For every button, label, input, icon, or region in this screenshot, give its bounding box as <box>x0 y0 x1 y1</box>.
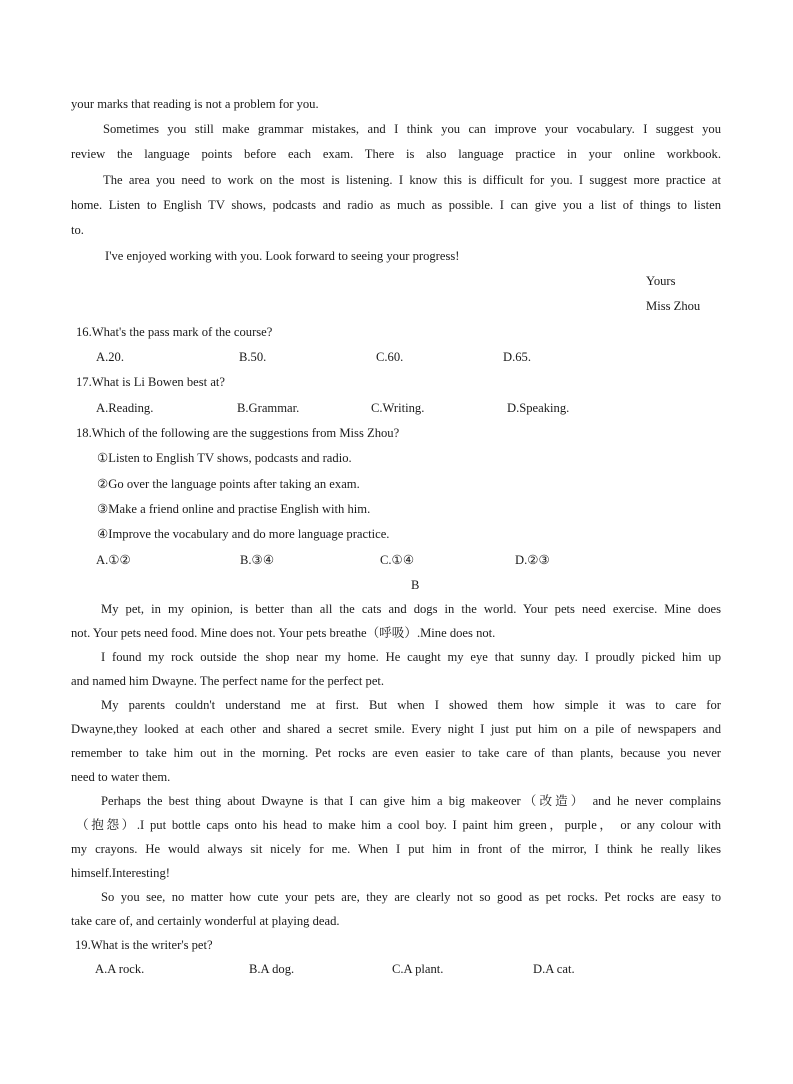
passage-b-p1-line-1: My pet, in my opinion, is better than all the cats and dogs in the world. Your pets need exercise. Mine does <box>101 602 721 616</box>
question-18-statement-3: ③Make a friend online and practise English with him. <box>97 502 371 516</box>
letter-listening-line-2: home. Listen to English TV shows, podcasts and radio as much as possible. I can give you a list of things to listen <box>71 198 721 212</box>
passage-b-p5-line-2: take care of, and certainly wonderful at playing dead. <box>71 914 340 928</box>
passage-b-p4-line-4: himself.Interesting! <box>71 866 170 880</box>
question-19-option-b[interactable]: B.A dog. <box>249 962 295 976</box>
question-17-option-b[interactable]: B.Grammar. <box>237 401 300 415</box>
question-18-statement-1: ①Listen to English TV shows, podcasts and radio. <box>97 451 352 465</box>
question-18-option-c[interactable]: C.①④ <box>380 553 415 567</box>
section-b-heading: B <box>411 578 420 592</box>
letter-listening-line-1: The area you need to work on the most is listening. I know this is difficult for you. I suggest more practice at <box>103 173 721 187</box>
passage-b-p4-line-2: （抱怨）.I put bottle caps onto his head to make him a cool boy. I paint him green，purple， or any colour with <box>76 818 721 832</box>
question-19-option-d[interactable]: D.A cat. <box>533 962 575 976</box>
passage-b-p4-line-1: Perhaps the best thing about Dwayne is that I can give him a big makeover（改造） and he never complains <box>101 794 721 808</box>
question-19-stem: 19.What is the writer's pet? <box>75 938 213 952</box>
passage-b-p1-line-2: not. Your pets need food. Mine does not. Your pets breathe（呼吸）.Mine does not. <box>71 626 496 640</box>
passage-b-p3-line-4: need to water them. <box>71 770 171 784</box>
question-16-option-d[interactable]: D.65. <box>503 350 531 364</box>
question-17-stem: 17.What is Li Bowen best at? <box>76 375 225 389</box>
question-18-option-a[interactable]: A.①② <box>96 553 131 567</box>
passage-b-p2-line-1: I found my rock outside the shop near my home. He caught my eye that sunny day. I proudly picked him up <box>101 650 721 664</box>
question-17-option-c[interactable]: C.Writing. <box>371 401 425 415</box>
letter-continuation-line: your marks that reading is not a problem for you. <box>71 97 319 111</box>
passage-b-p2-line-2: and named him Dwayne. The perfect name for the perfect pet. <box>71 674 385 688</box>
letter-signature: Miss Zhou <box>646 299 701 313</box>
passage-b-p3-line-2: Dwayne,they looked at each other and shared a secret smile. Every night I just put him on a pile of newspapers and <box>71 722 721 736</box>
question-18-statement-2: ②Go over the language points after taking an exam. <box>97 477 360 491</box>
question-16-stem: 16.What's the pass mark of the course? <box>76 325 273 339</box>
passage-b-p5-line-1: So you see, no matter how cute your pets are, they are clearly not so good as pet rocks. Pet rocks are easy to <box>101 890 721 904</box>
question-19-option-c[interactable]: C.A plant. <box>392 962 444 976</box>
question-16-option-c[interactable]: C.60. <box>376 350 404 364</box>
passage-b-p4-line-3: my crayons. He would always sit nicely for me. When I put him in front of the mirror, I think he really likes <box>71 842 721 856</box>
letter-listening-line-3: to. <box>71 223 84 237</box>
question-18-stem: 18.Which of the following are the suggestions from Miss Zhou? <box>76 426 400 440</box>
letter-sign-off: Yours <box>646 274 676 288</box>
question-18-option-b[interactable]: B.③④ <box>240 553 275 567</box>
question-17-option-d[interactable]: D.Speaking. <box>507 401 570 415</box>
letter-grammar-line-2: review the language points before each exam. There is also language practice in your online workbook. <box>71 147 721 161</box>
letter-grammar-line-1: Sometimes you still make grammar mistakes, and I think you can improve your vocabulary. I suggest you <box>103 122 721 136</box>
question-17-option-a[interactable]: A.Reading. <box>96 401 154 415</box>
passage-b-p3-line-1: My parents couldn't understand me at first. But when I showed them how simple it was to care for <box>101 698 721 712</box>
question-18-option-d[interactable]: D.②③ <box>515 553 550 567</box>
question-16-option-b[interactable]: B.50. <box>239 350 267 364</box>
question-16-option-a[interactable]: A.20. <box>96 350 124 364</box>
letter-closing-line: I've enjoyed working with you. Look forward to seeing your progress! <box>105 249 460 263</box>
question-18-statement-4: ④Improve the vocabulary and do more language practice. <box>97 527 390 541</box>
question-19-option-a[interactable]: A.A rock. <box>95 962 145 976</box>
passage-b-p3-line-3: remember to take him out in the morning. Pet rocks are even easier to take care of than plants, because you never <box>71 746 721 760</box>
